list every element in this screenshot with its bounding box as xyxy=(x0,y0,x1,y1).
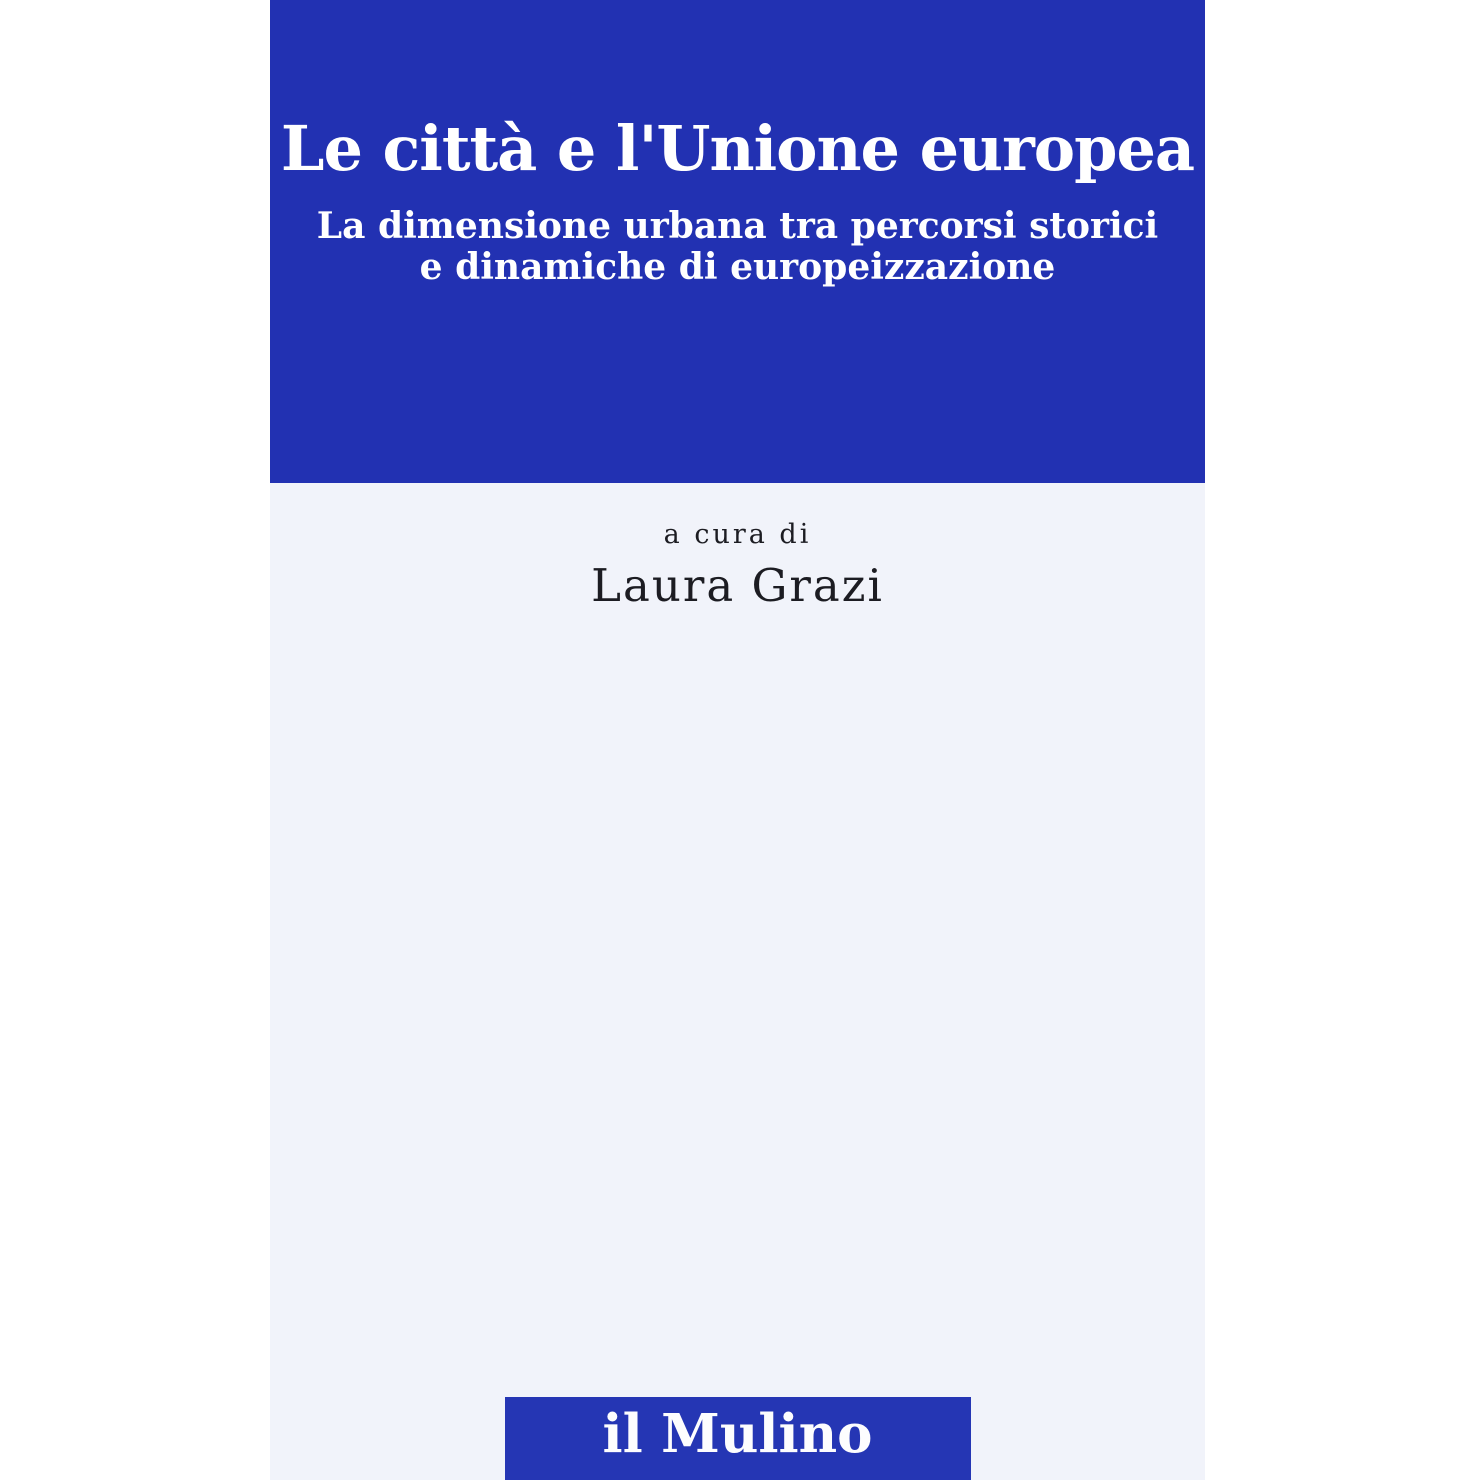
title-band xyxy=(270,0,1205,483)
book-cover xyxy=(270,0,1205,1480)
editor-name: Laura Grazi xyxy=(591,559,884,613)
editor-block xyxy=(270,519,1205,613)
book-subtitle-line1: La dimensione urbana tra percorsi storici xyxy=(316,205,1159,247)
editor-prefix: a cura di xyxy=(663,519,812,550)
book-subtitle xyxy=(317,206,1158,289)
publisher-name: il Mulino xyxy=(602,1402,873,1465)
book-title: Le città e l'Unione europea xyxy=(280,112,1195,185)
cover-body xyxy=(270,483,1205,1480)
book-subtitle-line2: e dinamiche di europeizzazione xyxy=(419,246,1056,289)
publisher-box xyxy=(505,1397,971,1480)
